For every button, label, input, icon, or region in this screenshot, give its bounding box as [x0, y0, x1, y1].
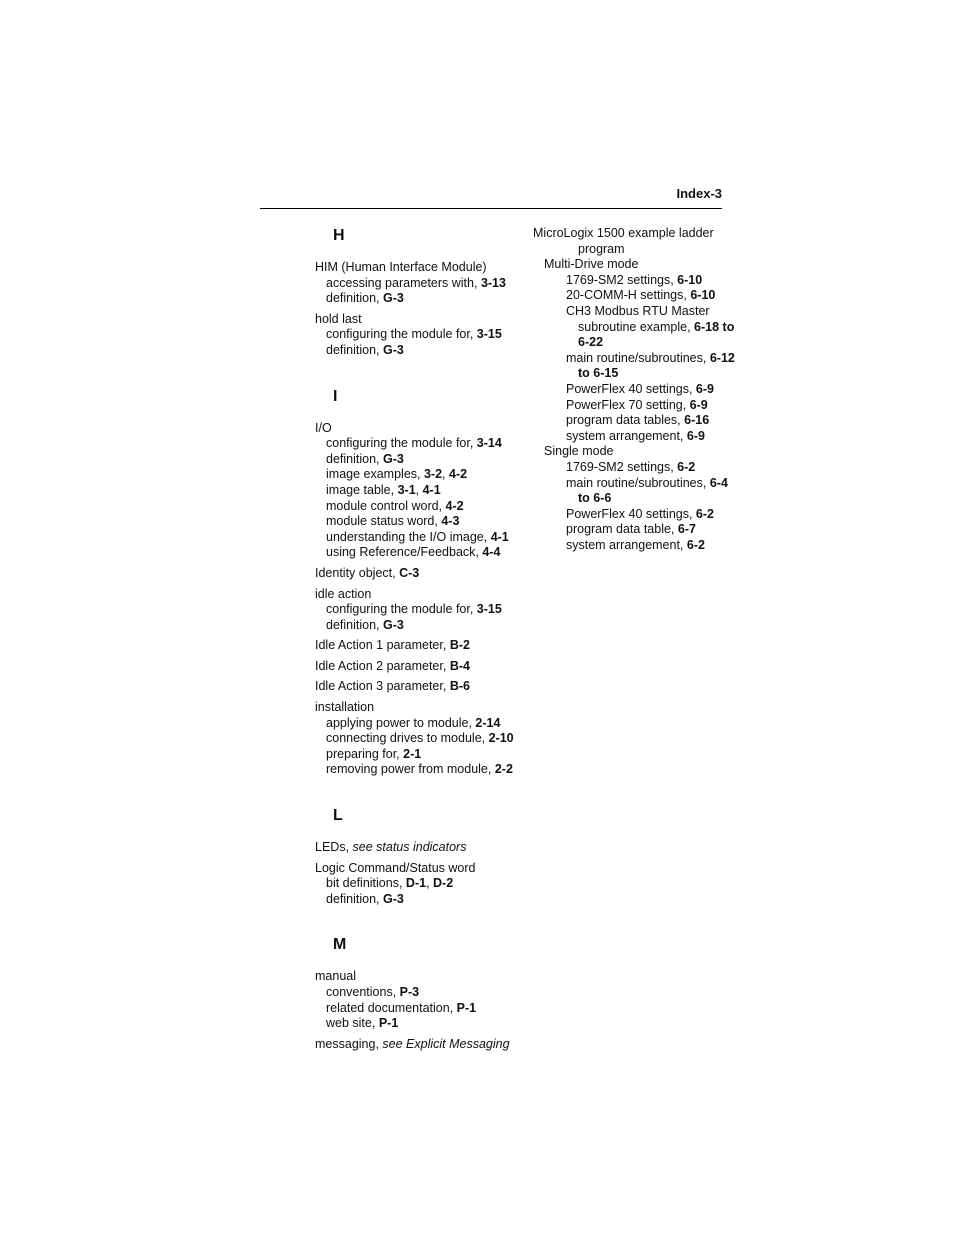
- index-text: Logic Command/Status word: [315, 860, 476, 875]
- index-text: Idle Action 1 parameter,: [315, 638, 450, 653]
- index-entry: [315, 638, 530, 654]
- page-reference: B-6: [449, 679, 470, 694]
- cross-reference: see status indicators: [352, 840, 467, 855]
- index-text: program: [578, 241, 625, 256]
- page-reference: 4-3: [441, 514, 460, 529]
- index-entry: [315, 312, 530, 359]
- index-text: configuring the module for,: [326, 602, 477, 617]
- page-reference: 6-18 to: [694, 319, 735, 334]
- index-line: [315, 638, 530, 654]
- index-section-h: [315, 226, 530, 359]
- page-reference: 3-2: [423, 467, 443, 482]
- index-text: definition,: [326, 451, 383, 466]
- index-text: definition,: [326, 617, 383, 632]
- index-text: system arrangement,: [566, 428, 687, 443]
- page-reference: 2-10: [488, 731, 514, 746]
- index-line: [315, 545, 530, 561]
- index-entry: [315, 840, 530, 856]
- index-text: Idle Action 3 parameter,: [315, 679, 450, 694]
- index-line: [315, 452, 530, 468]
- page-reference: G-3: [382, 891, 404, 906]
- index-text: ,: [426, 876, 434, 891]
- index-text: image table,: [326, 482, 398, 497]
- page-reference: 3-15: [476, 327, 502, 342]
- index-text: definition,: [326, 291, 383, 306]
- index-line: [315, 499, 530, 515]
- index-line: [533, 226, 733, 242]
- page-reference: 2-1: [403, 746, 422, 761]
- index-entry: [315, 421, 530, 561]
- page-reference: 6-12: [709, 350, 735, 365]
- page-reference: P-3: [399, 985, 420, 999]
- index-text: CH3 Modbus RTU Master: [566, 303, 710, 318]
- index-line: [533, 398, 733, 414]
- index-line: [315, 716, 530, 732]
- index-text: idle action: [315, 586, 372, 601]
- index-text: 20-COMM-H settings,: [566, 288, 691, 303]
- index-text: Identity object,: [315, 565, 400, 580]
- index-text: Multi-Drive mode: [544, 257, 639, 272]
- index-text: installation: [315, 700, 375, 715]
- page-reference: G-3: [382, 451, 404, 466]
- index-line: [315, 514, 530, 530]
- index-text: LEDs,: [315, 840, 353, 855]
- index-line: [533, 476, 733, 492]
- index-line: [533, 366, 733, 382]
- index-text: I/O: [315, 420, 332, 435]
- index-text: hold last: [315, 311, 362, 326]
- index-text: ,: [442, 467, 449, 482]
- index-line: [315, 566, 530, 582]
- page-reference: 4-2: [445, 498, 464, 513]
- index-text: HIM (Human Interface Module): [315, 260, 487, 274]
- index-line: [315, 762, 530, 778]
- index-line: [315, 602, 530, 618]
- index-line: [533, 413, 733, 429]
- index-text: removing power from module,: [326, 762, 495, 777]
- index-line: [315, 587, 530, 603]
- index-line: [315, 731, 530, 747]
- index-right-column: [533, 226, 733, 553]
- index-text: module status word,: [326, 514, 442, 529]
- index-text: web site,: [326, 1016, 379, 1031]
- index-line: [533, 288, 733, 304]
- index-line: [533, 335, 733, 351]
- index-line: [533, 304, 733, 320]
- index-text: PowerFlex 40 settings,: [566, 506, 696, 521]
- index-line: [533, 320, 733, 336]
- index-section-l: [315, 806, 530, 907]
- index-text: connecting drives to module,: [326, 731, 489, 746]
- index-text: 1769-SM2 settings,: [566, 272, 678, 287]
- index-text: configuring the module for,: [326, 327, 477, 342]
- index-text: program data table,: [566, 522, 678, 537]
- index-line: [315, 679, 530, 695]
- index-line: [315, 747, 530, 763]
- page-reference: 4-2: [449, 467, 468, 482]
- index-line: [533, 242, 733, 258]
- index-text: definition,: [326, 342, 383, 357]
- index-line: [315, 343, 530, 359]
- page-reference: 6-9: [689, 397, 708, 412]
- section-letter: I: [333, 387, 338, 405]
- index-line: [533, 444, 733, 460]
- index-text: preparing for,: [326, 746, 404, 761]
- index-text: image examples,: [326, 467, 424, 482]
- index-line: [315, 260, 530, 276]
- page-reference: G-3: [382, 291, 404, 306]
- index-text: subroutine example,: [578, 319, 695, 334]
- index-line: [315, 876, 530, 892]
- index-line: [315, 618, 530, 634]
- index-line: [315, 892, 530, 908]
- page-reference: 2-2: [494, 762, 513, 777]
- index-line: [533, 429, 733, 445]
- index-line: [315, 421, 530, 437]
- index-text: manual: [315, 969, 356, 984]
- index-line: [533, 382, 733, 398]
- index-text: accessing parameters with,: [326, 275, 481, 290]
- index-text: conventions,: [326, 985, 400, 999]
- page-reference: 3-13: [480, 275, 506, 290]
- index-text: 1769-SM2 settings,: [566, 459, 678, 474]
- index-line: [315, 291, 530, 307]
- index-line: [533, 491, 733, 507]
- index-line: [315, 969, 530, 985]
- index-entry: [315, 260, 530, 307]
- section-letter: H: [333, 227, 345, 244]
- page-reference: 6-10: [677, 272, 703, 287]
- index-text: Idle Action 2 parameter,: [315, 658, 450, 673]
- index-text: Single mode: [544, 444, 614, 459]
- index-text: understanding the I/O image,: [326, 529, 491, 544]
- index-text: program data tables,: [566, 413, 685, 428]
- index-line: [315, 1037, 530, 1053]
- index-text: messaging,: [315, 1036, 383, 1051]
- index-entry: [315, 700, 530, 778]
- index-line: [315, 276, 530, 292]
- index-entry: [315, 679, 530, 695]
- index-line: [315, 659, 530, 675]
- section-letter: M: [333, 936, 347, 954]
- index-line: [315, 436, 530, 452]
- index-line: [315, 327, 530, 343]
- page-reference: 6-9: [686, 428, 705, 443]
- index-left-column: [315, 226, 530, 1080]
- index-line: [315, 312, 530, 328]
- page-reference: 6-9: [695, 381, 714, 396]
- page-reference: 4-1: [490, 529, 509, 544]
- index-line: [533, 257, 733, 273]
- index-entry: [315, 1037, 530, 1053]
- index-line: [315, 1016, 530, 1032]
- page-reference: 4-4: [482, 545, 501, 560]
- index-line: [533, 460, 733, 476]
- page-reference: G-3: [382, 617, 404, 632]
- index-text: PowerFlex 70 setting,: [566, 397, 690, 412]
- page-reference: 6-16: [684, 413, 710, 428]
- page-reference: 6-10: [690, 288, 716, 303]
- index-line: [533, 522, 733, 538]
- index-line: [315, 700, 530, 716]
- index-line: [533, 538, 733, 554]
- page-reference: 2-14: [475, 715, 501, 730]
- index-text: PowerFlex 40 settings,: [566, 381, 696, 396]
- page-reference: G-3: [382, 342, 404, 357]
- index-line: [533, 273, 733, 289]
- index-text: using Reference/Feedback,: [326, 545, 483, 560]
- page-reference: 6-22: [578, 335, 604, 350]
- page-reference: to 6-6: [578, 491, 612, 506]
- index-entry: [315, 587, 530, 634]
- index-line: [315, 1001, 530, 1017]
- page-reference: 6-2: [695, 506, 714, 521]
- index-text: main routine/subroutines,: [566, 350, 710, 365]
- page-header: [260, 183, 722, 209]
- page-reference: D-2: [433, 876, 454, 891]
- index-line: [315, 530, 530, 546]
- index-text: related documentation,: [326, 1000, 457, 1015]
- index-text: applying power to module,: [326, 715, 476, 730]
- page-reference: 3-15: [476, 602, 502, 617]
- index-line: [315, 985, 530, 1001]
- index-text: module control word,: [326, 498, 446, 513]
- index-entry: [315, 969, 530, 1031]
- index-entry: [315, 659, 530, 675]
- page-reference: to 6-15: [578, 366, 619, 381]
- page-reference: 4-1: [422, 482, 441, 497]
- index-line: [533, 507, 733, 523]
- index-entry: [315, 861, 530, 908]
- index-text: main routine/subroutines,: [566, 475, 710, 490]
- page-reference: P-1: [456, 1000, 477, 1015]
- section-letter: L: [333, 807, 343, 825]
- index-section-m: [315, 935, 530, 1052]
- page-reference: 3-14: [476, 436, 502, 451]
- page-reference: 6-4: [709, 475, 728, 490]
- index-text: MicroLogix 1500 example ladder: [533, 226, 714, 240]
- index-text: system arrangement,: [566, 537, 687, 552]
- index-section-i: [315, 387, 530, 778]
- cross-reference: see Explicit Messaging: [382, 1036, 510, 1051]
- index-text: configuring the module for,: [326, 436, 477, 451]
- index-text: definition,: [326, 891, 383, 906]
- index-line: [315, 840, 530, 856]
- index-line: [533, 351, 733, 367]
- page-number-label: Index-3: [676, 186, 722, 201]
- index-entry: [315, 566, 530, 582]
- index-line: [315, 467, 530, 483]
- index-line: [315, 861, 530, 877]
- page-reference: 6-2: [686, 537, 705, 552]
- index-text: ,: [415, 482, 423, 497]
- page-reference: 6-7: [677, 522, 696, 537]
- index-line: [315, 483, 530, 499]
- index-text: bit definitions,: [326, 876, 406, 891]
- page-reference: 6-2: [677, 459, 696, 474]
- page-reference: C-3: [399, 565, 420, 580]
- page-reference: B-4: [449, 658, 470, 673]
- page-reference: 3-1: [397, 482, 416, 497]
- page-reference: P-1: [378, 1016, 399, 1031]
- page-reference: D-1: [405, 876, 427, 891]
- page-reference: B-2: [449, 638, 470, 653]
